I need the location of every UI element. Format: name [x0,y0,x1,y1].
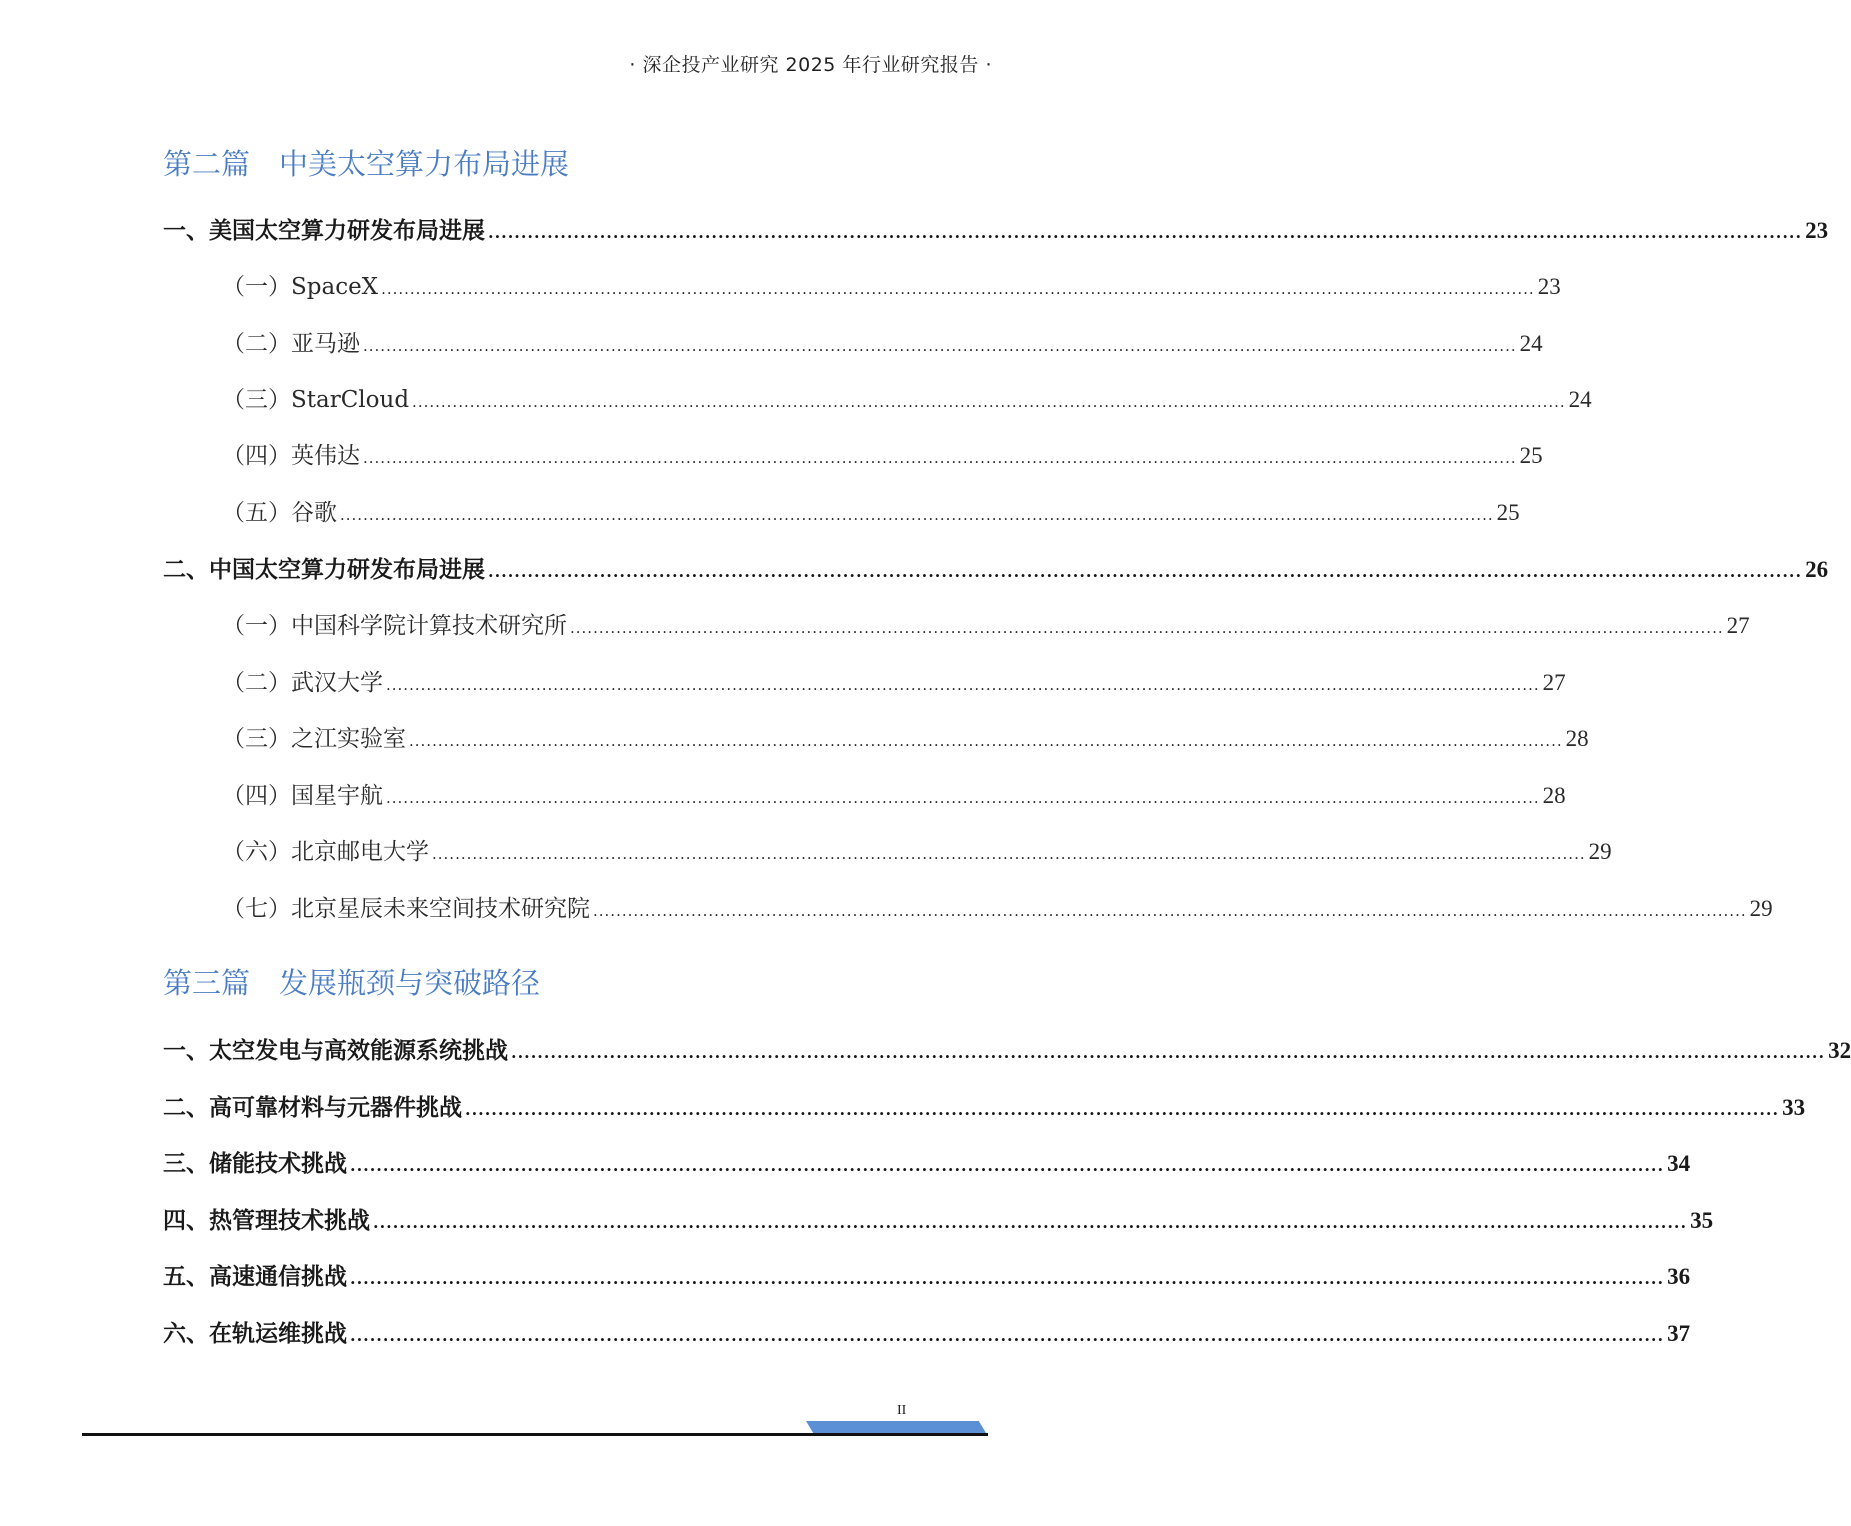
part-2-title: 中美太空算力布局进展 [279,147,570,181]
toc-entry[interactable] [222,777,1566,817]
toc-entry-title: 热管理技术挑战 [209,1208,370,1234]
toc-entry-page: 25 [1519,443,1543,468]
running-header: · 深企投产业研究 2025 年行业研究报告 · [629,54,992,76]
toc-entry-number: 四、 [163,1208,209,1234]
dot-leader: ........................................................................................................................................................................................................ [488,223,1803,242]
toc-entry[interactable] [222,664,1566,704]
toc-entry-page: 29 [1749,896,1773,921]
toc-entry-title: 在轨运维挑战 [209,1321,347,1347]
toc-entry-title: 美国太空算力研发布局进展 [209,218,485,244]
toc-entry-page: 24 [1519,331,1543,356]
toc-entry-title: SpaceX [291,274,379,300]
dot-leader: ........................................................................................................................................................................................................ [488,562,1803,581]
toc-entry-page: 26 [1805,557,1829,582]
dot-leader: ........................................................................................................................................................................................................ [593,902,1747,920]
dot-leader: ........................................................................................................................................................................................................ [432,845,1586,863]
toc-entry-page: 35 [1690,1208,1714,1233]
toc-entry-title: 谷歌 [291,500,337,526]
toc-entry-title: 储能技术挑战 [209,1151,347,1177]
toc-entry[interactable] [222,381,1592,421]
toc-entry-title: StarCloud [291,387,410,413]
dot-leader: ........................................................................................................................................................................................................ [373,1213,1688,1232]
toc-entry-number: 一、 [163,1038,209,1064]
dot-leader: ........................................................................................................................................................................................................ [570,619,1724,637]
toc-entry-number: （四） [222,783,291,809]
toc-entry-title: 亚马逊 [291,331,360,357]
part-3-title: 发展瓶颈与突破路径 [279,966,541,1000]
dot-leader: ........................................................................................................................................................................................................ [465,1100,1780,1119]
toc-entry-page: 33 [1782,1095,1806,1120]
toc-entry[interactable] [163,1032,1851,1072]
toc-entry[interactable] [163,212,1829,252]
toc-entry-title: 之江实验室 [291,726,406,752]
dot-leader: ........................................................................................................................................................................................................ [350,1156,1665,1175]
toc-entry-number: （五） [222,500,291,526]
dot-leader: ........................................................................................................................................................................................................ [412,393,1566,411]
toc-entry-title: 高速通信挑战 [209,1264,347,1290]
toc-entry-page: 32 [1828,1038,1851,1063]
dot-leader: ........................................................................................................................................................................................................ [350,1326,1665,1345]
toc-entry-number: （三） [222,387,291,413]
dot-leader: ........................................................................................................................................................................................................ [340,506,1494,524]
toc-entry-number: （四） [222,443,291,469]
toc-entry-page: 28 [1542,783,1566,808]
toc-entry-page: 29 [1588,839,1612,864]
footer-rule [82,1433,988,1436]
toc-entry-number: （三） [222,726,291,752]
dot-leader: ........................................................................................................................................................................................................ [363,337,1517,355]
toc-entry[interactable] [222,494,1520,534]
part-3-label: 第三篇 [163,966,251,1000]
toc-entry-number: 一、 [163,218,209,244]
toc-entry-page: 27 [1542,670,1566,695]
toc-entry-title: 英伟达 [291,443,360,469]
toc-entry-number: 二、 [163,1095,209,1121]
toc-entry[interactable] [163,1202,1714,1242]
toc-entry[interactable] [222,325,1543,365]
toc-entry[interactable] [222,720,1589,760]
toc-entry-page: 27 [1726,613,1750,638]
toc-entry-title: 北京星辰未来空间技术研究院 [291,896,590,922]
toc-entry-number: 三、 [163,1151,209,1177]
toc-entry[interactable] [222,268,1561,308]
toc-entry-number: 六、 [163,1321,209,1347]
dot-leader: ........................................................................................................................................................................................................ [363,449,1517,467]
toc-entry-page: 37 [1667,1321,1691,1346]
part-2-heading [163,142,569,183]
toc-entry-number: （一） [222,274,291,300]
footer-accent-tab [806,1421,986,1433]
part-2-label: 第二篇 [163,147,251,181]
toc-entry-number: （二） [222,670,291,696]
page-number: II [897,1403,907,1418]
toc-entry[interactable] [163,1089,1806,1129]
toc-entry-page: 23 [1805,218,1829,243]
toc-entry-page: 25 [1496,500,1520,525]
toc-entry-page: 23 [1537,274,1561,299]
toc-entry-title: 中国太空算力研发布局进展 [209,557,485,583]
toc-entry-number: （一） [222,613,291,639]
dot-leader: ........................................................................................................................................................................................................ [386,676,1540,694]
part-3-heading [163,961,540,1002]
dot-leader: ........................................................................................................................................................................................................ [386,789,1540,807]
toc-entry-page: 28 [1565,726,1589,751]
toc-entry[interactable] [163,1258,1691,1298]
toc-entry-number: 二、 [163,557,209,583]
toc-entry-number: （六） [222,839,291,865]
toc-entry[interactable] [222,833,1612,873]
toc-entry-title: 高可靠材料与元器件挑战 [209,1095,462,1121]
toc-entry-number: 五、 [163,1264,209,1290]
toc-entry[interactable] [163,1145,1691,1185]
dot-leader: ........................................................................................................................................................................................................ [511,1043,1826,1062]
toc-entry-number: （二） [222,331,291,357]
toc-entry-title: 国星宇航 [291,783,383,809]
dot-leader: ........................................................................................................................................................................................................ [409,732,1563,750]
toc-entry-title: 中国科学院计算技术研究所 [291,613,567,639]
toc-entry[interactable] [163,551,1829,591]
toc-entry-title: 太空发电与高效能源系统挑战 [209,1038,508,1064]
dot-leader: ........................................................................................................................................................................................................ [381,280,1535,298]
toc-entry-title: 武汉大学 [291,670,383,696]
toc-entry-page: 34 [1667,1151,1691,1176]
toc-entry-page: 24 [1568,387,1592,412]
toc-entry-number: （七） [222,896,291,922]
toc-entry[interactable] [222,607,1750,647]
dot-leader: ........................................................................................................................................................................................................ [350,1269,1665,1288]
toc-entry-title: 北京邮电大学 [291,839,429,865]
toc-entry[interactable] [222,890,1773,930]
toc-entry-page: 36 [1667,1264,1691,1289]
toc-entry[interactable] [222,437,1543,477]
toc-entry[interactable] [163,1315,1691,1355]
